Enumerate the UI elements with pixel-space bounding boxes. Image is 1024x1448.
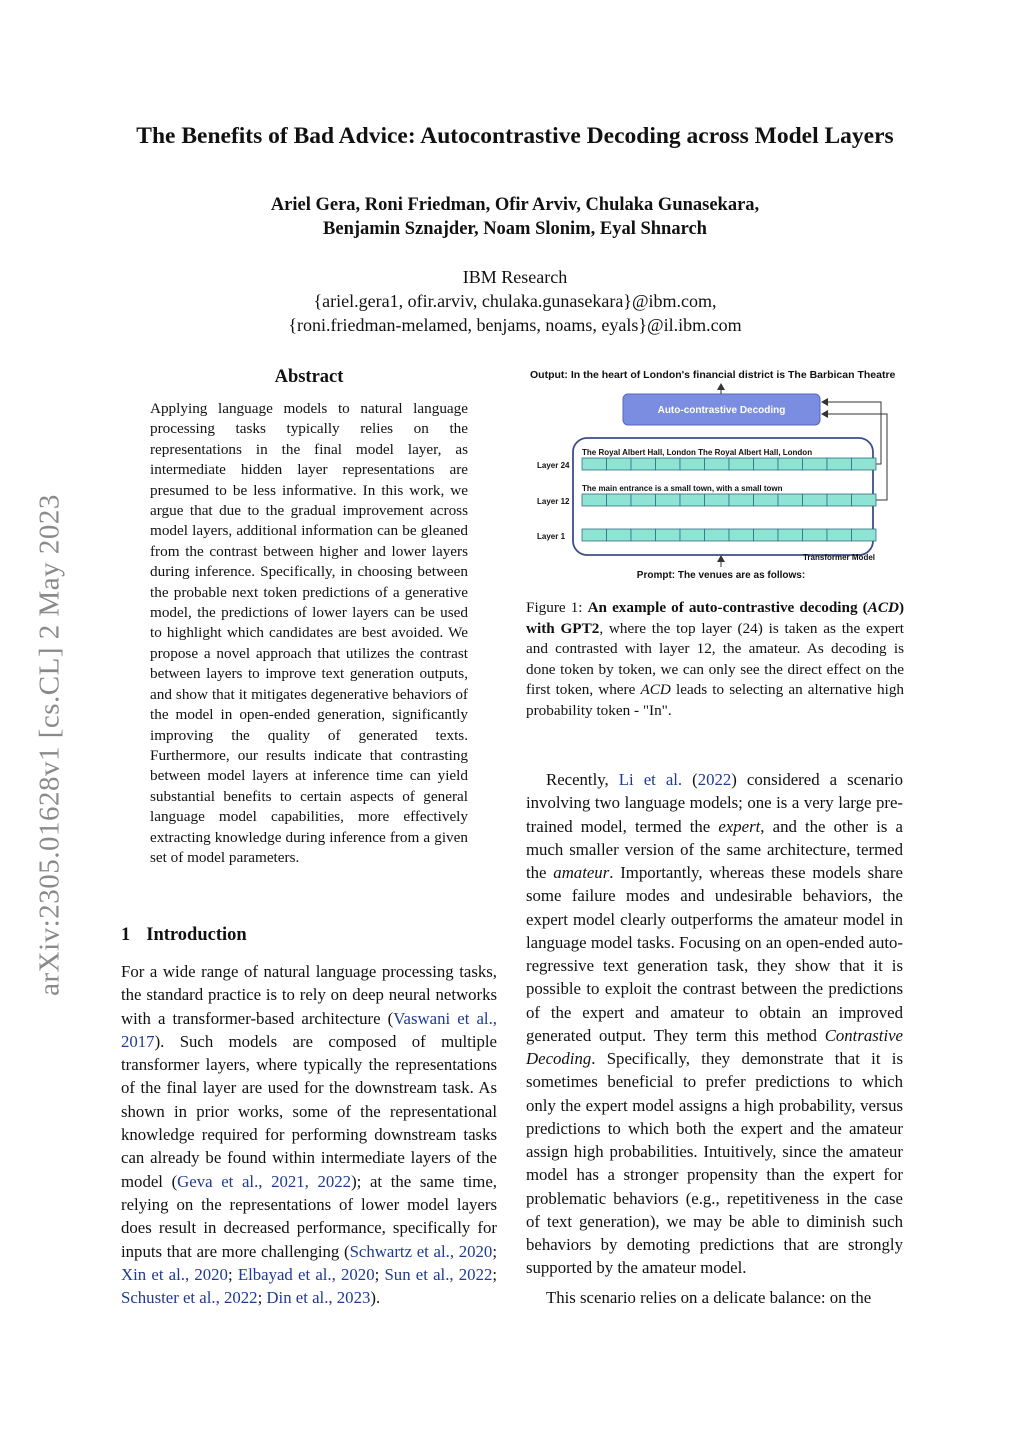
citation-link[interactable]: Schwartz et al., 2020: [349, 1241, 493, 1261]
figure-prompt-line: Prompt: The venues are as follows:: [636, 570, 806, 581]
token-cell: [705, 458, 730, 470]
token-cell: [582, 458, 607, 470]
layer12-connector: [822, 414, 887, 500]
token-cell: [852, 494, 877, 506]
layer12-cells: [582, 494, 876, 506]
layer1-cells: [582, 529, 876, 541]
layer12-prediction: The main entrance is a small town, with a small town: [582, 484, 783, 493]
token-cell: [754, 529, 779, 541]
token-cell: [852, 458, 877, 470]
token-cell: [656, 494, 681, 506]
token-cell: [631, 458, 656, 470]
right-column-text: [526, 768, 903, 1309]
emails-line-1: {ariel.gera1, ofir.arviv, chulaka.gunasekara}@ibm.com,: [313, 291, 717, 311]
layer12-label: Layer 12: [537, 497, 570, 506]
token-cell: [680, 494, 705, 506]
section-title: Introduction: [146, 925, 247, 945]
layer24-label: Layer 24: [537, 461, 570, 470]
token-cell: [729, 494, 754, 506]
citation-link[interactable]: Sun et al., 2022: [384, 1264, 493, 1284]
token-cell: [631, 494, 656, 506]
affiliation-block: [150, 265, 880, 337]
acd-box-label: Auto-contrastive Decoding: [657, 405, 786, 416]
token-cell: [778, 494, 803, 506]
token-cell: [656, 458, 681, 470]
token-cell: [680, 529, 705, 541]
abstract-text: Applying language models to natural language processing tasks typically relies on the representations in the final model layer, as intermediate hidden layer representations are presumed to be less informative. In this work, we argue that due to the gradual improvement across model layers, additional information can be gleaned from the contrast between higher and lower layers during inference. Specifically, in choosing between the probable next token predictions of a generative model, the predictions of lower layers can be used to highlight which candidates are best avoided. We propose a novel approach that utilizes the contrast between layers to improve text generation outputs, and show that it mitigates degenerative behaviors of the model in open-ended generation, significantly improving the quality of generated texts. Furthermore, our results indicate that contrasting between model layers at inference time can yield substantial benefits to certain aspects of general language model capabilities, more effectively extracting knowledge during inference from a given set of model parameters.: [150, 400, 468, 866]
token-cell: [729, 458, 754, 470]
token-cell: [680, 458, 705, 470]
token-cell: [827, 529, 852, 541]
citation-link[interactable]: Li et al.: [618, 770, 683, 789]
layer24-prediction: The Royal Albert Hall, London The Royal Albert Hall, London: [582, 448, 813, 457]
paper-title: The Benefits of Bad Advice: Autocontrastive Decoding across Model Layers: [136, 123, 894, 149]
paragraph-contrastive-decoding: Recently, Li et al. (2022) considered a scenario involving two language models; one is a very large pre-trained model, termed the expert, and the other is a much smaller version of the same architecture, termed the amateur. Importantly, whereas these models share some failure modes and undesirable behaviors, the expert model clearly outperforms the amateur model in language model tasks. Focusing on an open-ended auto-regressive text generation task, they show that it is possible to exploit the contrast between the predictions of the expert and amateur to obtain an improved generated output. They term this method Contrastive Decoding. Specifically, they demonstrate that it is sometimes beneficial to prefer predictions to which only the expert model assigns a high probability, versus predictions to which both the expert and the amateur assign high probabilities. Intuitively, since the amateur model has a stronger propensity than the expert for problematic behaviors (e.g., repetitiveness in the case of text generation), we may be able to diminish such behaviors by demoting predictions that are strongly supported by the amateur model.: [526, 770, 904, 1278]
token-cell: [607, 529, 632, 541]
token-cell: [607, 494, 632, 506]
token-cell: [803, 529, 828, 541]
section-heading-introduction: [121, 925, 247, 946]
affiliation: IBM Research: [462, 267, 568, 287]
token-cell: [803, 494, 828, 506]
citation-link[interactable]: Schuster et al., 2022: [121, 1288, 258, 1308]
arxiv-sidebar-identifier: [20, 450, 80, 1040]
token-cell: [582, 494, 607, 506]
token-cell: [582, 529, 607, 541]
token-cell: [778, 458, 803, 470]
token-cell: [803, 458, 828, 470]
token-cell: [607, 458, 632, 470]
emails-line-2: {roni.friedman-melamed, benjams, noams, eyals}@il.ibm.com: [288, 315, 742, 335]
citation-link[interactable]: Geva et al., 2021, 2022: [177, 1171, 352, 1191]
citation-link[interactable]: Vaswani et al., 2017: [121, 1008, 497, 1051]
authors-line-2: Benjamin Sznajder, Noam Slonim, Eyal Shnarch: [323, 219, 707, 239]
layer1-label: Layer 1: [537, 532, 566, 541]
token-cell: [656, 529, 681, 541]
citation-link[interactable]: Elbayad et al., 2020: [237, 1264, 375, 1284]
token-cell: [705, 529, 730, 541]
figure-1-caption: Figure 1: An example of auto-contrastive decoding (ACD) with GPT2, where the top layer (24) is taken as the expert and contrasted with layer 12, the amateur. As decoding is done token by token, we can only see the direct effect on the first token, where ACD leads to selecting an alternative high probability token - "In".: [526, 599, 905, 719]
token-cell: [631, 529, 656, 541]
token-cell: [778, 529, 803, 541]
arxiv-id-text: arXiv:2305.01628v1 [cs.CL] 2 May 2023: [33, 494, 66, 996]
authors-line-1: Ariel Gera, Roni Friedman, Ofir Arviv, Chulaka Gunasekara,: [270, 195, 760, 215]
abstract-heading: Abstract: [274, 367, 344, 387]
token-cell: [705, 494, 730, 506]
figure-1-diagram: [525, 360, 920, 592]
section-number: 1: [121, 925, 131, 945]
introduction-paragraph: For a wide range of natural language processing tasks, the standard practice is to rely on deep neural networks with a transformer-based architecture (Vaswani et al., 2017). Such models are composed of multiple transformer layers, where typically the representations of the final layer are used for the downstream task. As shown in prior works, some of the representational knowledge required for performing downstream tasks can already be found within intermediate layers of the model (Geva et al., 2021, 2022); at the same time, relying on the representations of lower model layers does result in decreased performance, specifically for inputs that are more challenging (Schwartz et al., 2020; Xin et al., 2020; Elbayad et al., 2020; Sun et al., 2022; Schuster et al., 2022; Din et al., 2023).: [121, 962, 498, 1308]
token-cell: [754, 494, 779, 506]
author-list: [150, 193, 880, 241]
citation-link[interactable]: Din et al., 2023: [266, 1288, 371, 1308]
figure-output-line: Output: In the heart of London's financial district is The Barbican Theatre: [530, 369, 896, 381]
token-cell: [754, 458, 779, 470]
citation-link[interactable]: 2022: [697, 770, 732, 789]
token-cell: [729, 529, 754, 541]
paragraph-balance: This scenario relies on a delicate balance: on the: [546, 1287, 872, 1307]
token-cell: [827, 458, 852, 470]
layer24-cells: [582, 458, 876, 470]
token-cell: [852, 529, 877, 541]
citation-link[interactable]: Xin et al., 2020: [121, 1264, 228, 1284]
transformer-model-label: Transformer Model: [802, 553, 875, 562]
token-cell: [827, 494, 852, 506]
